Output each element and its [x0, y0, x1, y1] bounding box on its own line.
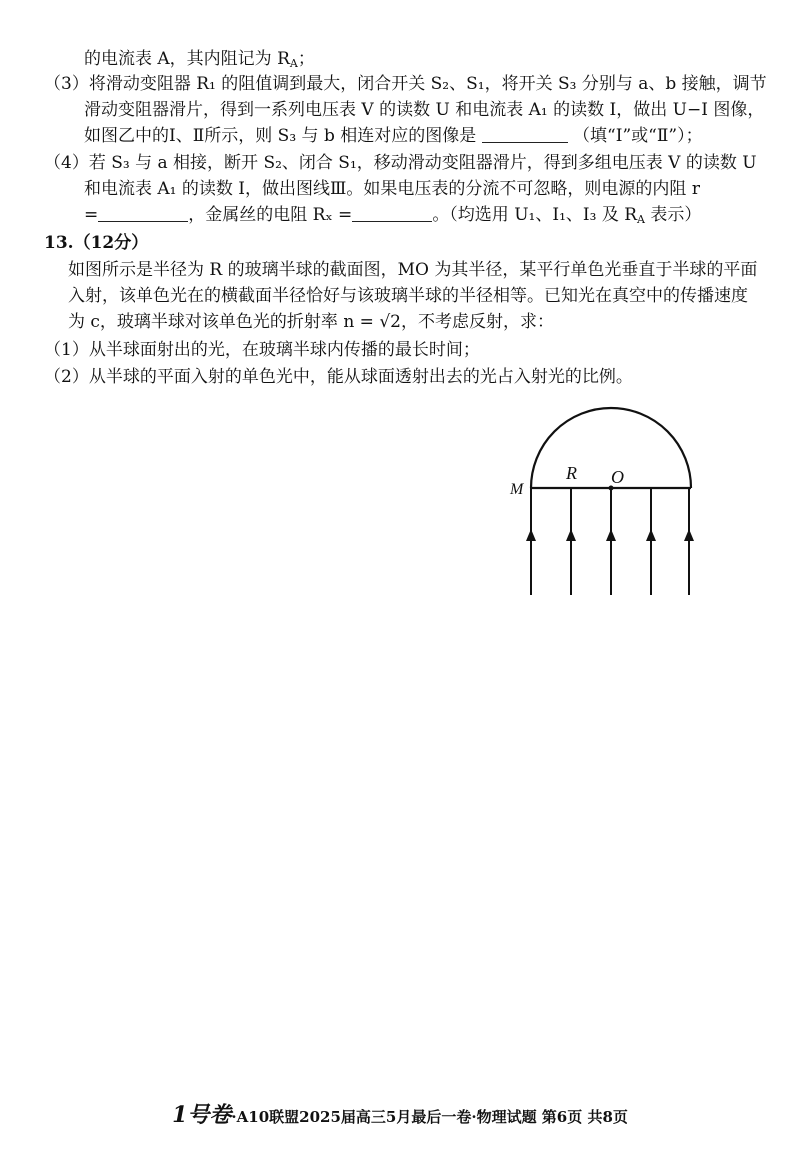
text-span: 的电流表 A，其内阻记为 R: [84, 49, 290, 69]
item3-line3: [84, 125, 800, 147]
answer-blank: [352, 205, 432, 222]
text-span: ；: [297, 49, 315, 69]
item3-line1: [44, 73, 800, 95]
item-number: （4）: [44, 153, 89, 173]
arrow-5: [684, 529, 694, 541]
light-rays: [531, 488, 689, 595]
text-line-0: [84, 48, 800, 75]
answer-blank: [482, 126, 568, 143]
hemisphere-figure: [500, 405, 730, 605]
text-span: 如图乙中的Ⅰ、Ⅱ所示，则 S₃ 与 b 相连对应的图像是: [84, 126, 477, 146]
text-span: 和电流表 A₁ 的读数 I，做出图线Ⅲ。如果电压表的分流不可忽略，则电源的内阻 r: [84, 179, 700, 199]
q13-paragraph-line3: 为 c，玻璃半球对该单色光的折射率 n = √2，不考虑反射，求：: [68, 312, 554, 332]
arrow-2: [566, 529, 576, 541]
label-R: R: [566, 463, 577, 483]
page-footer: [0, 1098, 800, 1129]
arrow-3: [606, 529, 616, 541]
item4-line3: [84, 204, 800, 231]
item4-line1: [44, 152, 800, 174]
text-span: （填“Ⅰ”或“Ⅱ”）；: [573, 126, 703, 146]
footer-text: ·A10联盟2025届高三5月最后一卷·物理试题 第6页 共8页: [231, 1108, 628, 1126]
text-span: 表示）: [644, 205, 702, 225]
text-span: ，金属丝的电阻 Rₓ =: [188, 205, 353, 225]
text-span: 若 S₃ 与 a 相接，断开 S₂、闭合 S₁，移动滑动变阻器滑片，得到多组电压表 V 的读数 U: [88, 153, 757, 173]
label-O: O: [611, 467, 624, 487]
text-span: 滑动变阻器滑片，得到一系列电压表 V 的读数 U 和电流表 A₁ 的读数 I，做出 U−I 图像，: [84, 100, 765, 120]
q13-subquestion-1: （1）从半球面射出的光，在玻璃半球内传播的最长时间；: [44, 340, 480, 360]
item4-line2: [84, 178, 800, 200]
item-number: （3）: [44, 74, 89, 94]
q13-subquestion-2: （2）从半球的平面入射的单色光中，能从球面透射出去的光占入射光的比例。: [44, 367, 633, 387]
q13-paragraph-line1: 如图所示是半径为 R 的玻璃半球的截面图，MO 为其半径，某平行单色光垂直于半球的平面: [68, 260, 758, 280]
brand-logo: 1号卷: [172, 1102, 232, 1128]
text-span: =: [84, 205, 99, 225]
question-13-header: 13.（12分）: [44, 233, 149, 253]
arrow-4: [646, 529, 656, 541]
subscript: A: [289, 57, 298, 70]
arrow-1: [526, 529, 536, 541]
label-M: M: [510, 481, 524, 498]
text-span: 。（均选用 U₁、I₁、I₃ 及 R: [432, 205, 638, 225]
answer-blank: [98, 205, 188, 222]
text-span: 将滑动变阻器 R₁ 的阻值调到最大，闭合开关 S₂、S₁，将开关 S₃ 分别与 a、b 接触，调节: [88, 74, 767, 94]
q13-paragraph-line2: 入射，该单色光在的横截面半径恰好与该玻璃半球的半径相等。已知光在真空中的传播速度: [68, 286, 748, 306]
item3-line2: [84, 99, 800, 121]
subscript: A: [637, 213, 645, 226]
